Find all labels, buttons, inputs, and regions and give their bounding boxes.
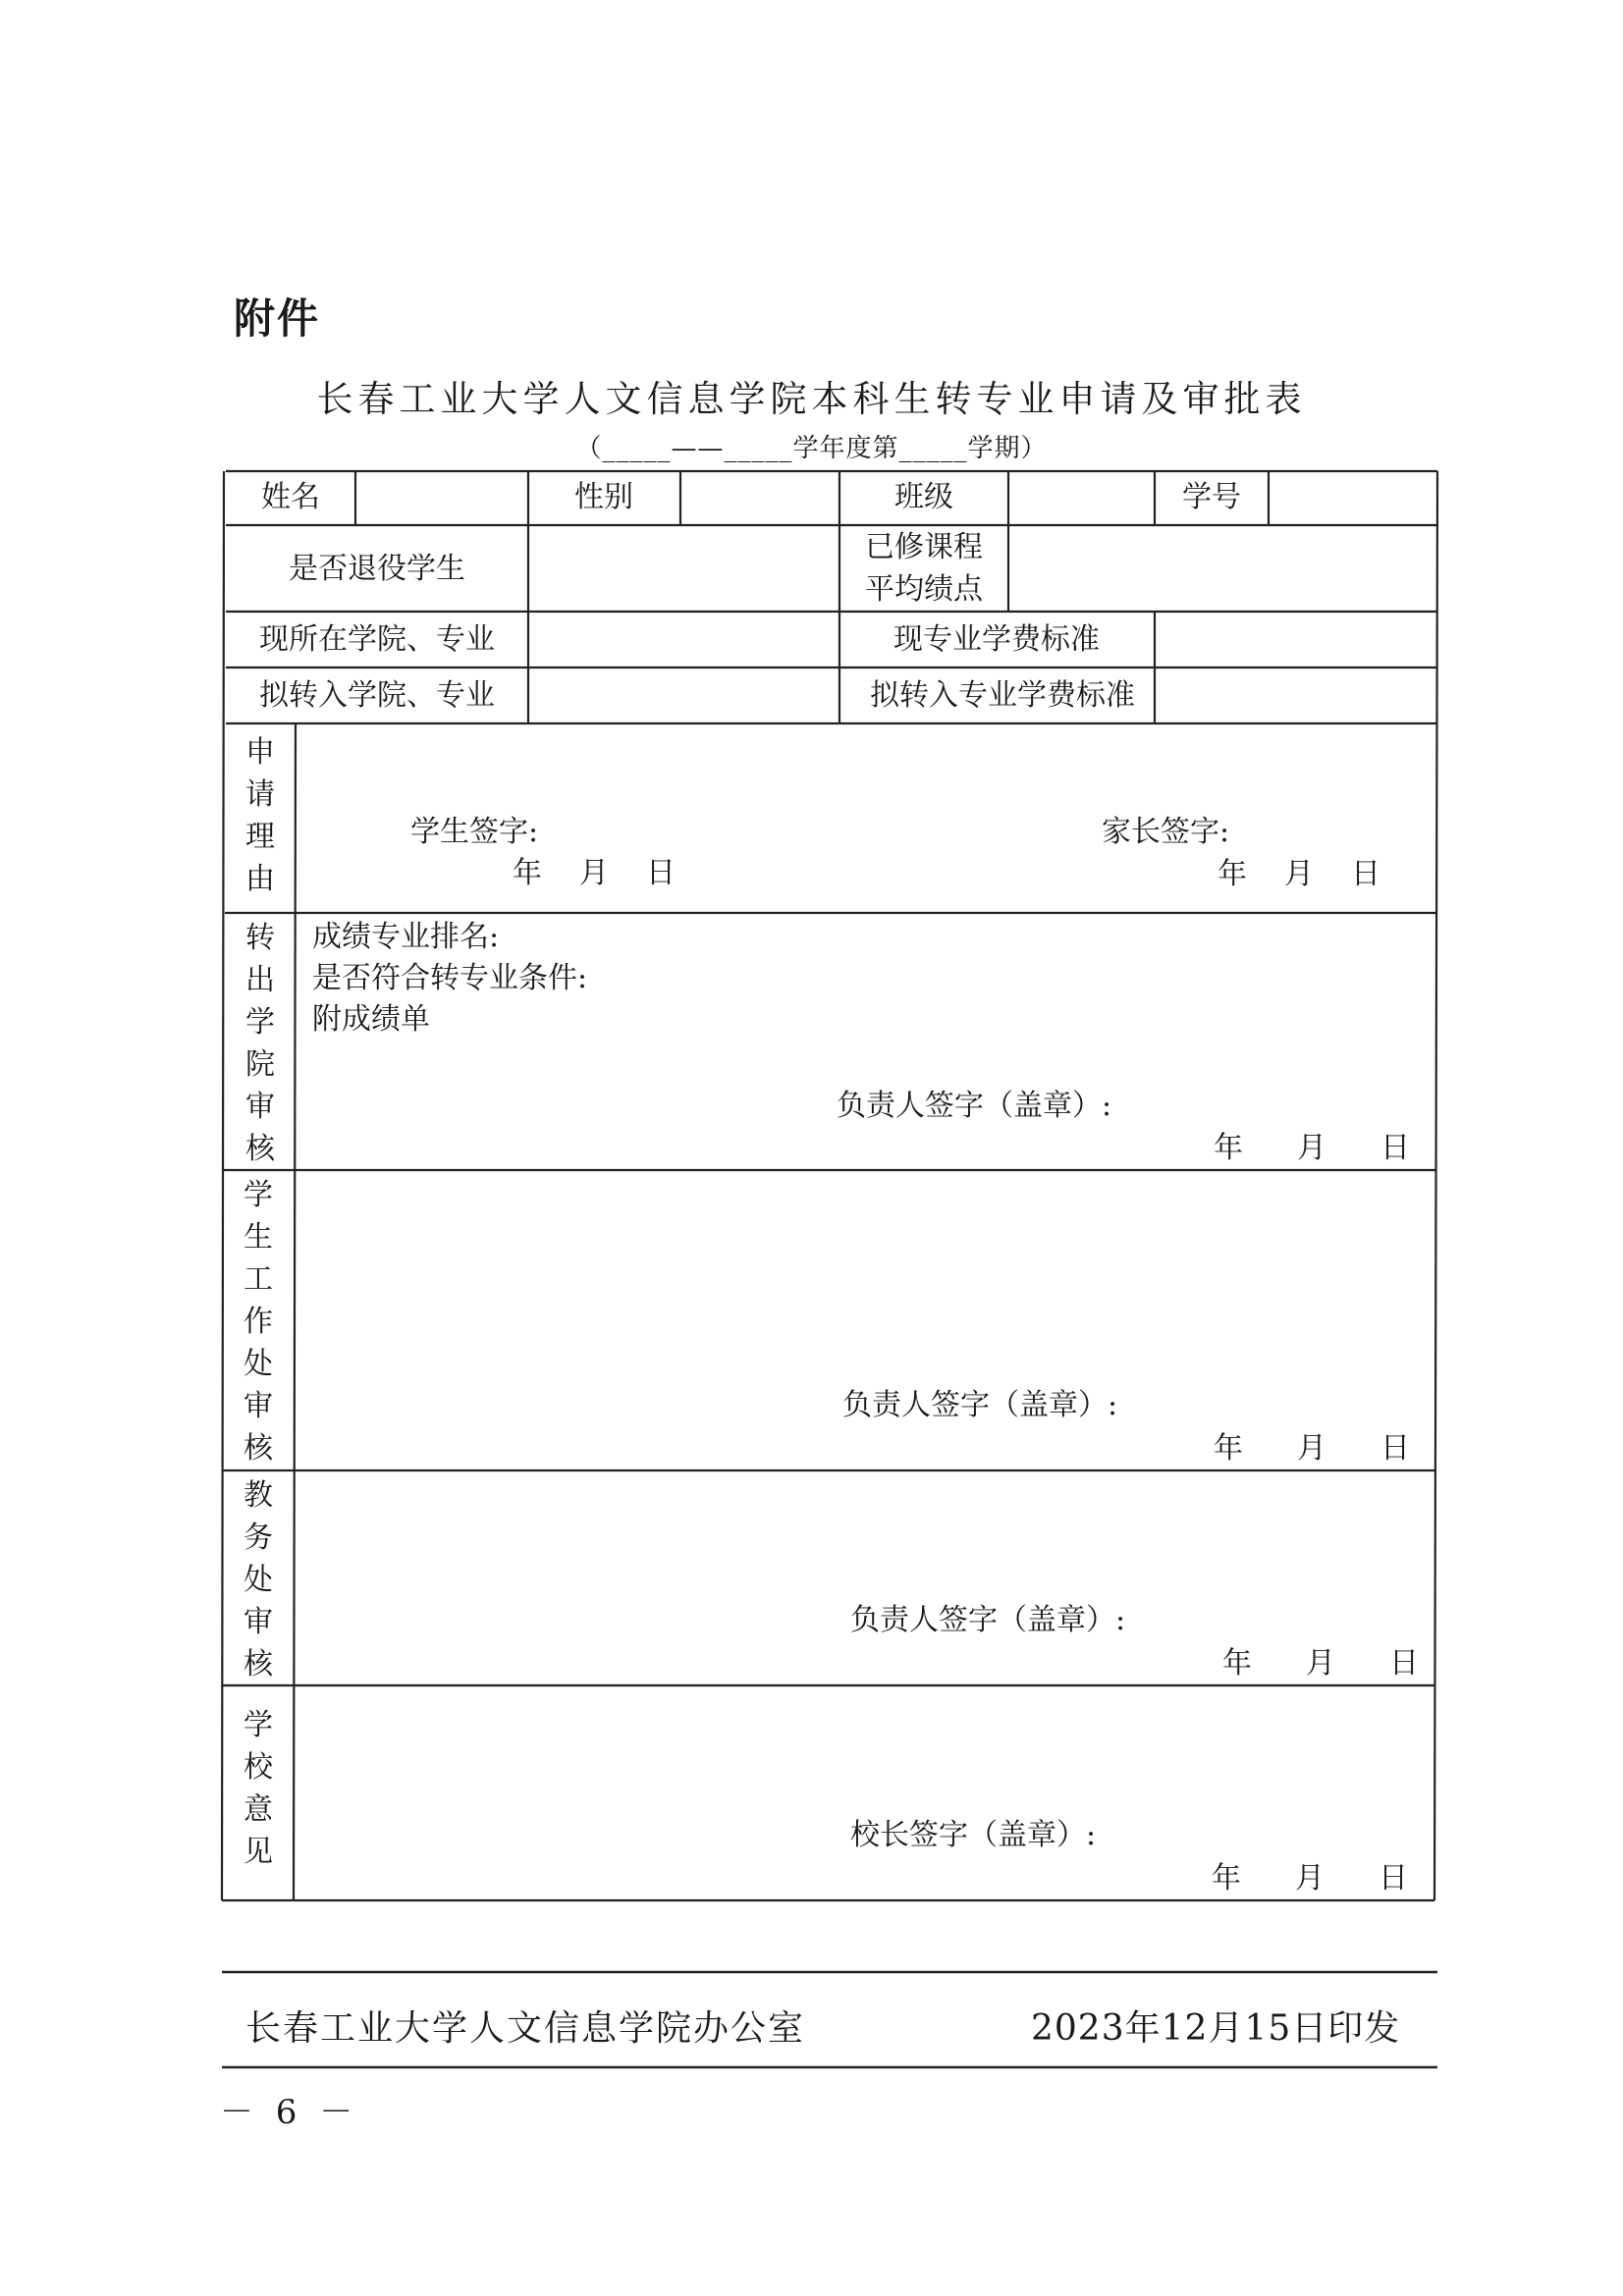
- label-target-major: 拟转入学院、专业: [259, 678, 495, 713]
- label-target-fee: 拟转入专业学费标准: [870, 678, 1135, 713]
- label-academic-affairs-review: 教 务 处 审 核: [243, 1478, 273, 1682]
- label-school-opinion: 学 校 意 见: [243, 1708, 273, 1869]
- issuing-office: 长春工业大学人文信息学院办公室: [245, 2008, 806, 2049]
- out-college-signature: 负责人签字（盖章）:: [837, 1089, 1112, 1123]
- parent-sign-date: 年 月 日: [1217, 857, 1380, 891]
- student-sign-date: 年 月 日: [513, 856, 676, 890]
- label-gpa-line1: 已修课程: [865, 530, 983, 564]
- attach-transcript: 附成绩单: [312, 1002, 430, 1037]
- attachment-label: 附件: [234, 294, 321, 343]
- president-signature: 校长签字（盖章）:: [850, 1818, 1097, 1852]
- transfer-eligibility: 是否符合转专业条件:: [312, 961, 588, 995]
- issue-date: 2023年12月15日印发: [1031, 2008, 1401, 2049]
- student-affairs-signature: 负责人签字（盖章）:: [842, 1388, 1118, 1422]
- page-number: － 6 －: [220, 2093, 359, 2132]
- label-out-college-review: 转 出 学 院 审 核: [245, 921, 275, 1166]
- label-gender: 性别: [574, 480, 633, 514]
- major-ranking: 成绩专业排名:: [312, 920, 500, 954]
- label-student-id: 学号: [1182, 480, 1241, 514]
- form-subtitle: （_____——_____学年度第_____学期）: [575, 434, 1048, 463]
- student-affairs-sign-date: 年 月 日: [1214, 1431, 1410, 1466]
- label-student-affairs-review: 学 生 工 作 处 审 核: [243, 1178, 273, 1466]
- academic-affairs-signature: 负责人签字（盖章）:: [850, 1603, 1126, 1637]
- student-signature: 学生签字:: [410, 815, 539, 849]
- label-name: 姓名: [261, 480, 320, 514]
- label-class: 班级: [894, 480, 953, 514]
- label-gpa-line2: 平均绩点: [865, 572, 983, 607]
- parent-signature: 家长签字:: [1102, 815, 1230, 849]
- form-title: 长春工业大学人文信息学院本科生转专业申请及审批表: [316, 378, 1307, 420]
- out-college-sign-date: 年 月 日: [1214, 1131, 1410, 1165]
- label-veteran: 是否退役学生: [289, 552, 465, 586]
- label-current-fee: 现专业学费标准: [893, 622, 1100, 657]
- school-sign-date: 年 月 日: [1212, 1861, 1408, 1896]
- academic-affairs-sign-date: 年 月 日: [1222, 1646, 1419, 1681]
- label-application-reason: 申 请 理 由: [245, 735, 275, 896]
- label-current-major: 现所在学院、专业: [259, 622, 495, 657]
